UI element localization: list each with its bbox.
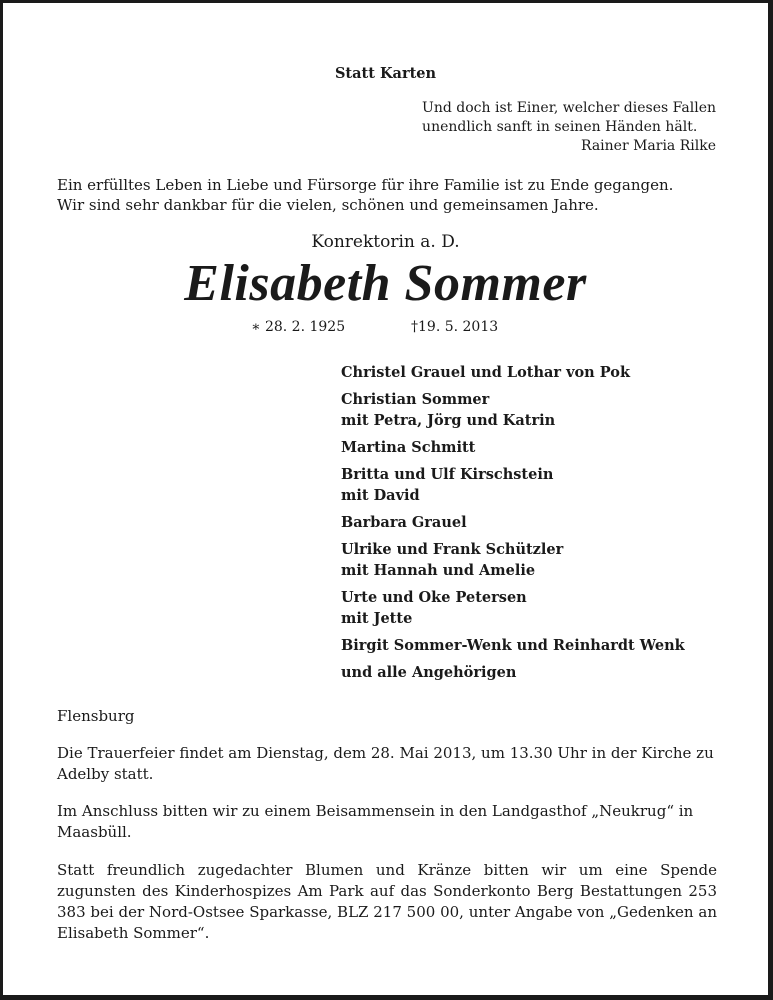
mourner-line: Urte und Oke Petersen xyxy=(341,589,527,606)
mourner-entry xyxy=(341,464,685,506)
mourners-list xyxy=(341,362,685,689)
mourner-entry xyxy=(341,587,685,629)
mourner-line: mit Petra, Jörg und Katrin xyxy=(341,412,556,429)
donation-text: Statt freundlich zugedachter Blumen und Kränze bitten wir um eine Spende zugunsten des Kinderhospizes Am Park auf das Sonderkonto Berg Bestattungen 253 383 bei der Nord-Ostsee Sparkasse, BLZ 217 500 00, unter Angabe von „Gedenken an Elisabeth Sommer“. xyxy=(57,861,717,942)
intro-text xyxy=(57,175,717,215)
mourner-entry xyxy=(341,662,685,683)
mourner-line: Martina Schmitt xyxy=(341,439,476,456)
birth-date: ∗ 28. 2. 1925 xyxy=(251,319,346,335)
mourner-entry xyxy=(341,389,685,431)
mourner-line: mit Hannah und Amelie xyxy=(341,562,536,579)
mourner-line: Christel Grauel und Lothar von Pok xyxy=(341,364,630,381)
mourner-line: mit Jette xyxy=(341,610,413,627)
rilke-quote xyxy=(422,99,716,156)
deceased-name: Elisabeth Sommer xyxy=(184,255,587,312)
quote-line: unendlich sanft in seinen Händen hält. xyxy=(422,119,698,135)
mourner-line: Christian Sommer xyxy=(341,391,490,408)
mourner-line: mit David xyxy=(341,487,420,504)
mourner-line: und alle Angehörigen xyxy=(341,664,517,681)
quote-line: Und doch ist Einer, welcher dieses Fallen xyxy=(422,100,716,116)
mourner-entry xyxy=(341,362,685,383)
mourner-line: Britta und Ulf Kirschstein xyxy=(341,466,554,483)
deceased-title: Konrektorin a. D. xyxy=(311,232,460,252)
death-date: †19. 5. 2013 xyxy=(411,319,499,335)
header-statt-karten: Statt Karten xyxy=(334,65,437,82)
mourner-entry xyxy=(341,512,685,533)
funeral-service-text: Die Trauerfeier findet am Dienstag, dem 28. Mai 2013, um 13.30 Uhr in der Kirche zu Adelby statt. xyxy=(57,744,714,783)
place-name: Flensburg xyxy=(57,707,135,725)
quote-author: Rainer Maria Rilke xyxy=(580,138,716,154)
mourner-entry xyxy=(341,437,685,458)
mourner-entry xyxy=(341,635,685,656)
intro-line: Ein erfülltes Leben in Liebe und Fürsorge für ihre Familie ist zu Ende gegangen. xyxy=(57,176,674,194)
mourner-line: Birgit Sommer-Wenk und Reinhardt Wenk xyxy=(341,637,685,654)
intro-line: Wir sind sehr dankbar für die vielen, schönen und gemeinsamen Jahre. xyxy=(57,196,599,214)
obituary-notice xyxy=(3,3,768,995)
mourner-entry xyxy=(341,539,685,581)
mourner-line: Barbara Grauel xyxy=(341,514,467,531)
gathering-text: Im Anschluss bitten wir zu einem Beisammensein in den Landgasthof „Neukrug“ in Maasbüll. xyxy=(57,802,694,841)
mourner-line: Ulrike und Frank Schützler xyxy=(341,541,564,558)
